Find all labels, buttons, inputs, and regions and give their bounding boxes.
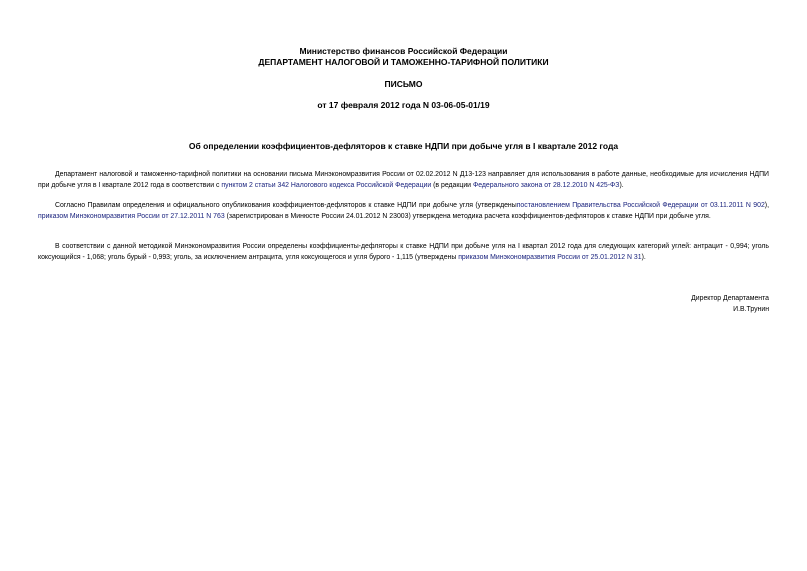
ministry-title: Министерство финансов Российской Федерации — [299, 46, 508, 56]
paragraph-1 — [38, 170, 769, 191]
document-type: ПИСЬМО — [384, 79, 423, 89]
paragraph-3 — [38, 242, 769, 263]
department-title: ДЕПАРТАМЕНТ НАЛОГОВОЙ И ТАМОЖЕННО-ТАРИФНОЙ ПОЛИТИКИ — [258, 57, 549, 67]
link-ministry-order-31[interactable]: приказом Минэкономразвития России от 25.01.2012 N 31 — [458, 253, 642, 261]
link-tax-code-article[interactable]: пунктом 2 статьи 342 Налогового кодекса Российской Федерации — [221, 181, 432, 189]
link-ministry-order-763[interactable]: приказом Минэкономразвития России от 27.12.2011 N 763 — [38, 212, 225, 220]
paragraph-text: ), — [764, 202, 769, 209]
paragraph-text: ). — [619, 181, 624, 189]
document-subject: Об определении коэффициентов-дефляторов к ставке НДПИ при добыче угля в I квартале 2012 года — [188, 141, 619, 151]
paragraph-2 — [38, 201, 769, 222]
paragraph-text: Согласно Правилам определения и официального опубликования коэффициентов-дефляторов к ставке НДПИ при добыче угля (утверждены — [55, 202, 517, 209]
signature-name: И.В.Трунин — [733, 306, 769, 313]
link-federal-law[interactable]: Федерального закона от 28.12.2010 N 425-ФЗ — [472, 181, 620, 189]
paragraph-text: В соответствии с данной методикой Минэкономразвития России определены коэффициенты-дефляторы к ставке НДПИ при добыче угля на I квартал 2012 года для следующих категорий углей: антрацит - 0,994; уголь коксующийся - 1,068; уголь бурый - 0,993; уголь, за исключением антрацита, угля коксующегося и угля бурого - 1,115 (утверждены — [38, 243, 769, 261]
paragraph-text: Департамент налоговой и таможенно-тарифной политики на основании письма Минэкономразвития России от 02.02.2012 N Д13-123 направляет для использования в работе данные, необходимые для исчисления НДПИ при добыче угля в I квартале 2012 года в соответствии с — [38, 171, 769, 189]
paragraph-text: ). — [641, 253, 646, 261]
link-government-decree[interactable]: постановлением Правительства Российской Федерации от 03.11.2011 N 902 — [516, 202, 765, 209]
paragraph-text: (в редакции — [431, 181, 473, 189]
signature-position: Директор Департамента — [691, 295, 769, 302]
paragraph-text: (зарегистрирован в Минюсте России 24.01.2012 N 23003) утверждена методика расчета коэффициентов-дефляторов к ставке НДПИ при добыче угля. — [224, 212, 711, 220]
document-date-number: от 17 февраля 2012 года N 03-06-05-01/19 — [317, 100, 490, 110]
